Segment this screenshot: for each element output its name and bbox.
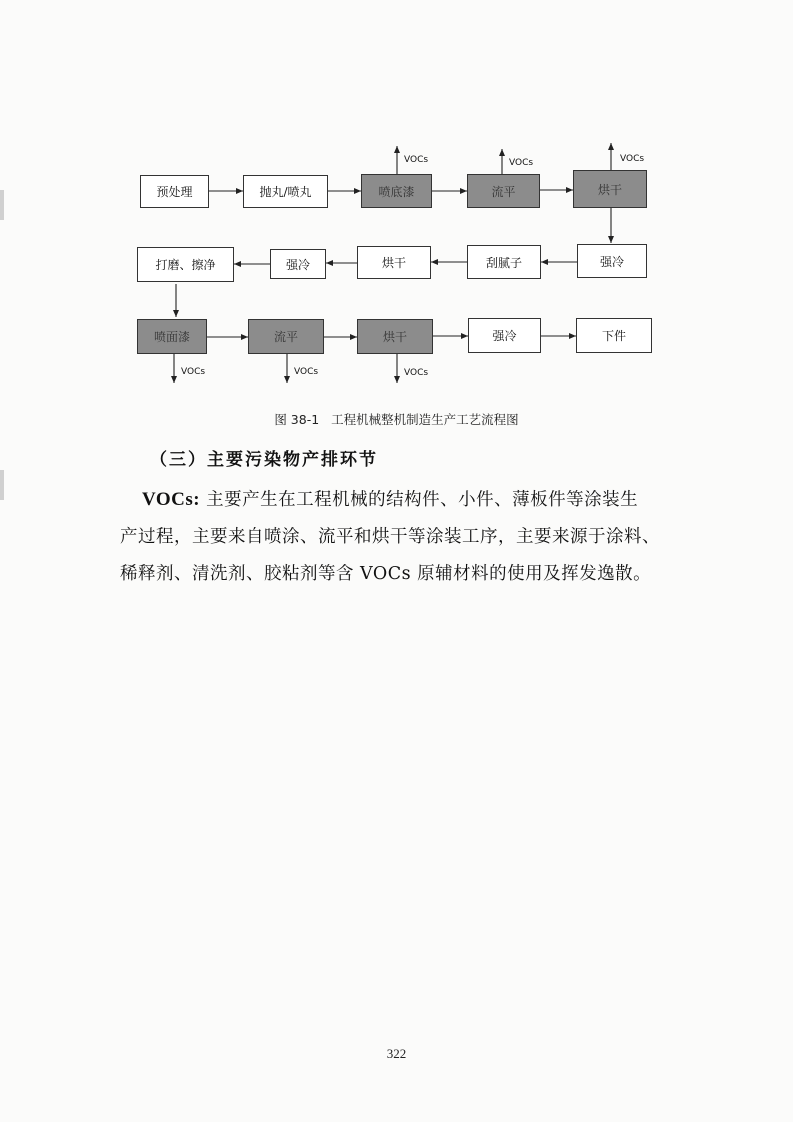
section-heading: （三）主要污染物产排环节 — [150, 450, 378, 470]
vocs-label: VOCs — [509, 158, 534, 168]
figure-number: 图 38-1 — [274, 412, 320, 427]
step-forced-cooling: 强冷 — [270, 249, 326, 279]
page-number: 322 — [386, 1046, 407, 1061]
step-shot-blasting: 抛丸/喷丸 — [243, 175, 328, 208]
vocs-label: VOCs — [404, 368, 429, 378]
step-drying: 烘干 — [357, 319, 433, 354]
step-topcoat-spraying: 喷面漆 — [137, 319, 207, 354]
step-drying: 烘干 — [357, 246, 431, 279]
step-leveling: 流平 — [467, 174, 540, 208]
vocs-label: VOCs — [294, 367, 319, 377]
step-forced-cooling: 强冷 — [577, 244, 647, 278]
figure-title: 工程机械整机制造生产工艺流程图 — [331, 412, 519, 427]
paragraph-line: 稀释剂、清洗剂、胶粘剂等含 VOCs 原辅材料的使用及挥发逸散。 — [120, 564, 652, 584]
paragraph-line — [142, 481, 662, 519]
step-puttying: 刮腻子 — [467, 245, 541, 279]
body-paragraph — [120, 481, 662, 593]
figure-caption — [0, 410, 793, 428]
scan-edge-mark — [0, 470, 4, 500]
step-drying: 烘干 — [573, 170, 647, 208]
paragraph-text: 主要产生在工程机械的结构件、小件、薄板件等涂装生 — [200, 490, 639, 510]
paragraph-lead: VOCs: — [142, 489, 201, 510]
step-unloading: 下件 — [576, 318, 652, 353]
step-leveling: 流平 — [248, 319, 324, 354]
vocs-label: VOCs — [404, 155, 429, 165]
vocs-label: VOCs — [181, 367, 206, 377]
vocs-label: VOCs — [620, 154, 645, 164]
step-pretreatment: 预处理 — [140, 175, 209, 208]
paragraph-line: 产过程，主要来自喷涂、流平和烘干等涂装工序，主要来源于涂料、 — [120, 527, 660, 547]
step-primer-spraying: 喷底漆 — [361, 174, 432, 208]
step-forced-cooling: 强冷 — [468, 318, 541, 353]
step-sanding-wiping: 打磨、擦净 — [137, 247, 234, 282]
